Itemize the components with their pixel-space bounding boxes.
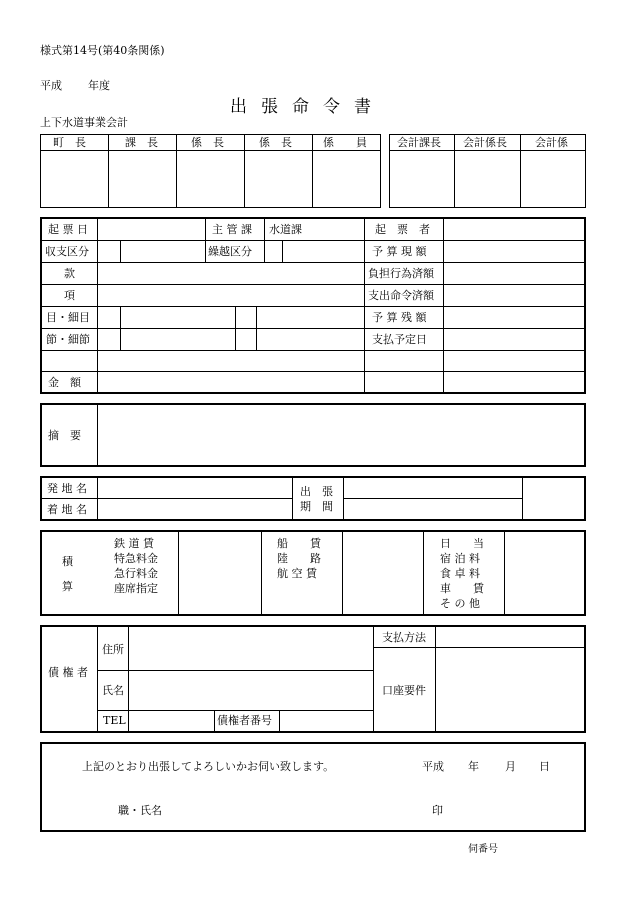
creditor-number-label: 債権者番号: [217, 714, 272, 727]
yosan-genkaku-label: 予 算 現 額: [372, 245, 427, 258]
approval-subsection-chief-1: 係 長: [191, 136, 224, 149]
calc-meal: 食 卓 料: [440, 567, 480, 580]
name-label: 氏名: [102, 684, 124, 697]
calc-lodging: 宿 泊 料: [440, 552, 480, 565]
calc-box: [40, 530, 586, 616]
calc-ship: 船 賃: [277, 537, 321, 550]
approval-accounting-chief: 会計課長: [397, 136, 441, 149]
stamp-cell-section-chief[interactable]: [109, 151, 176, 207]
moku-label: 目・細目: [46, 311, 90, 324]
shushi-kubun-label: 収支区分: [45, 245, 89, 258]
approval-mayor: 町 長: [53, 136, 86, 149]
calc-limited-express: 特急料金: [114, 552, 158, 565]
department-value: 水道課: [269, 223, 302, 236]
declaration-year: 年: [468, 760, 479, 773]
approval-section-chief: 課 長: [125, 136, 158, 149]
calc-express: 急行料金: [114, 567, 158, 580]
approval-box-left: [40, 134, 381, 208]
departure-label: 発 地 名: [47, 482, 87, 495]
payment-method-label: 支払方法: [382, 631, 426, 644]
yosan-zangaku-label: 予 算 残 額: [372, 311, 427, 324]
approval-accounting-staff: 会計係: [535, 136, 568, 149]
creditor-box: [40, 625, 586, 733]
approval-staff: 係 員: [323, 136, 367, 149]
calc-land: 陸 路: [277, 552, 321, 565]
kan-label: 款: [64, 267, 75, 280]
shiharai-yotei-label: 支払予定日: [372, 333, 427, 346]
setsu-label: 節・細節: [46, 333, 90, 346]
declaration-day: 日: [539, 760, 550, 773]
kurikoshi-kubun-label: 繰越区分: [208, 245, 252, 258]
shukan-ka-label: 主 管 課: [212, 223, 252, 236]
approval-box-right: [389, 134, 586, 208]
calc-label-bottom: 算: [62, 580, 73, 593]
calc-label-top: 積: [62, 555, 73, 568]
trip-period-label-bottom: 期 間: [300, 500, 333, 513]
declaration-era: 平成: [422, 760, 444, 773]
arrival-label: 着 地 名: [47, 503, 87, 516]
kingaku-label: 金 額: [48, 376, 81, 389]
tel-label: TEL: [103, 714, 126, 727]
approval-accounting-subchief: 会計係長: [463, 136, 507, 149]
organization-label: 上下水道事業会計: [40, 116, 128, 129]
summary-label: 摘 要: [48, 429, 81, 442]
declaration-month: 月: [505, 760, 516, 773]
calc-daily-allowance: 日 当: [440, 537, 484, 550]
kihyo-date-label: 起 票 日: [48, 223, 88, 236]
era-label: 平成: [40, 79, 62, 92]
approval-subsection-chief-2: 係 長: [259, 136, 292, 149]
calc-air: 航 空 賃: [277, 567, 317, 580]
form-number: 様式第14号(第40条関係): [40, 44, 165, 57]
creditor-label: 債 権 者: [48, 666, 88, 679]
calc-other: そ の 他: [440, 597, 480, 610]
kou-label: 項: [64, 289, 75, 302]
job-name-label: 職・氏名: [118, 804, 162, 817]
shishutsu-meirei-label: 支出命令済額: [368, 289, 434, 302]
trip-box: [40, 476, 586, 521]
declaration-box: [40, 742, 586, 832]
trip-period-label-top: 出 張: [300, 485, 333, 498]
fiscal-year-label: 年度: [88, 79, 110, 92]
seal-mark: 印: [432, 804, 443, 817]
calc-car: 車 賃: [440, 582, 484, 595]
kihyo-sha-label: 起 票 者: [375, 223, 430, 236]
calc-railway: 鉄 道 賃: [114, 537, 154, 550]
inquiry-number-label: 伺番号: [468, 844, 498, 855]
declaration-text: 上記のとおり出張してよろしいかお伺い致します。: [82, 760, 335, 773]
page-title: 出張命令書: [230, 97, 385, 117]
address-label: 住所: [102, 643, 124, 656]
calc-reserved-seat: 座席指定: [114, 582, 158, 595]
account-label: 口座要件: [382, 684, 426, 697]
summary-box: [40, 403, 586, 467]
summary-field[interactable]: [99, 405, 584, 465]
budget-table: [40, 217, 586, 394]
futan-koi-label: 負担行為済額: [368, 267, 434, 280]
